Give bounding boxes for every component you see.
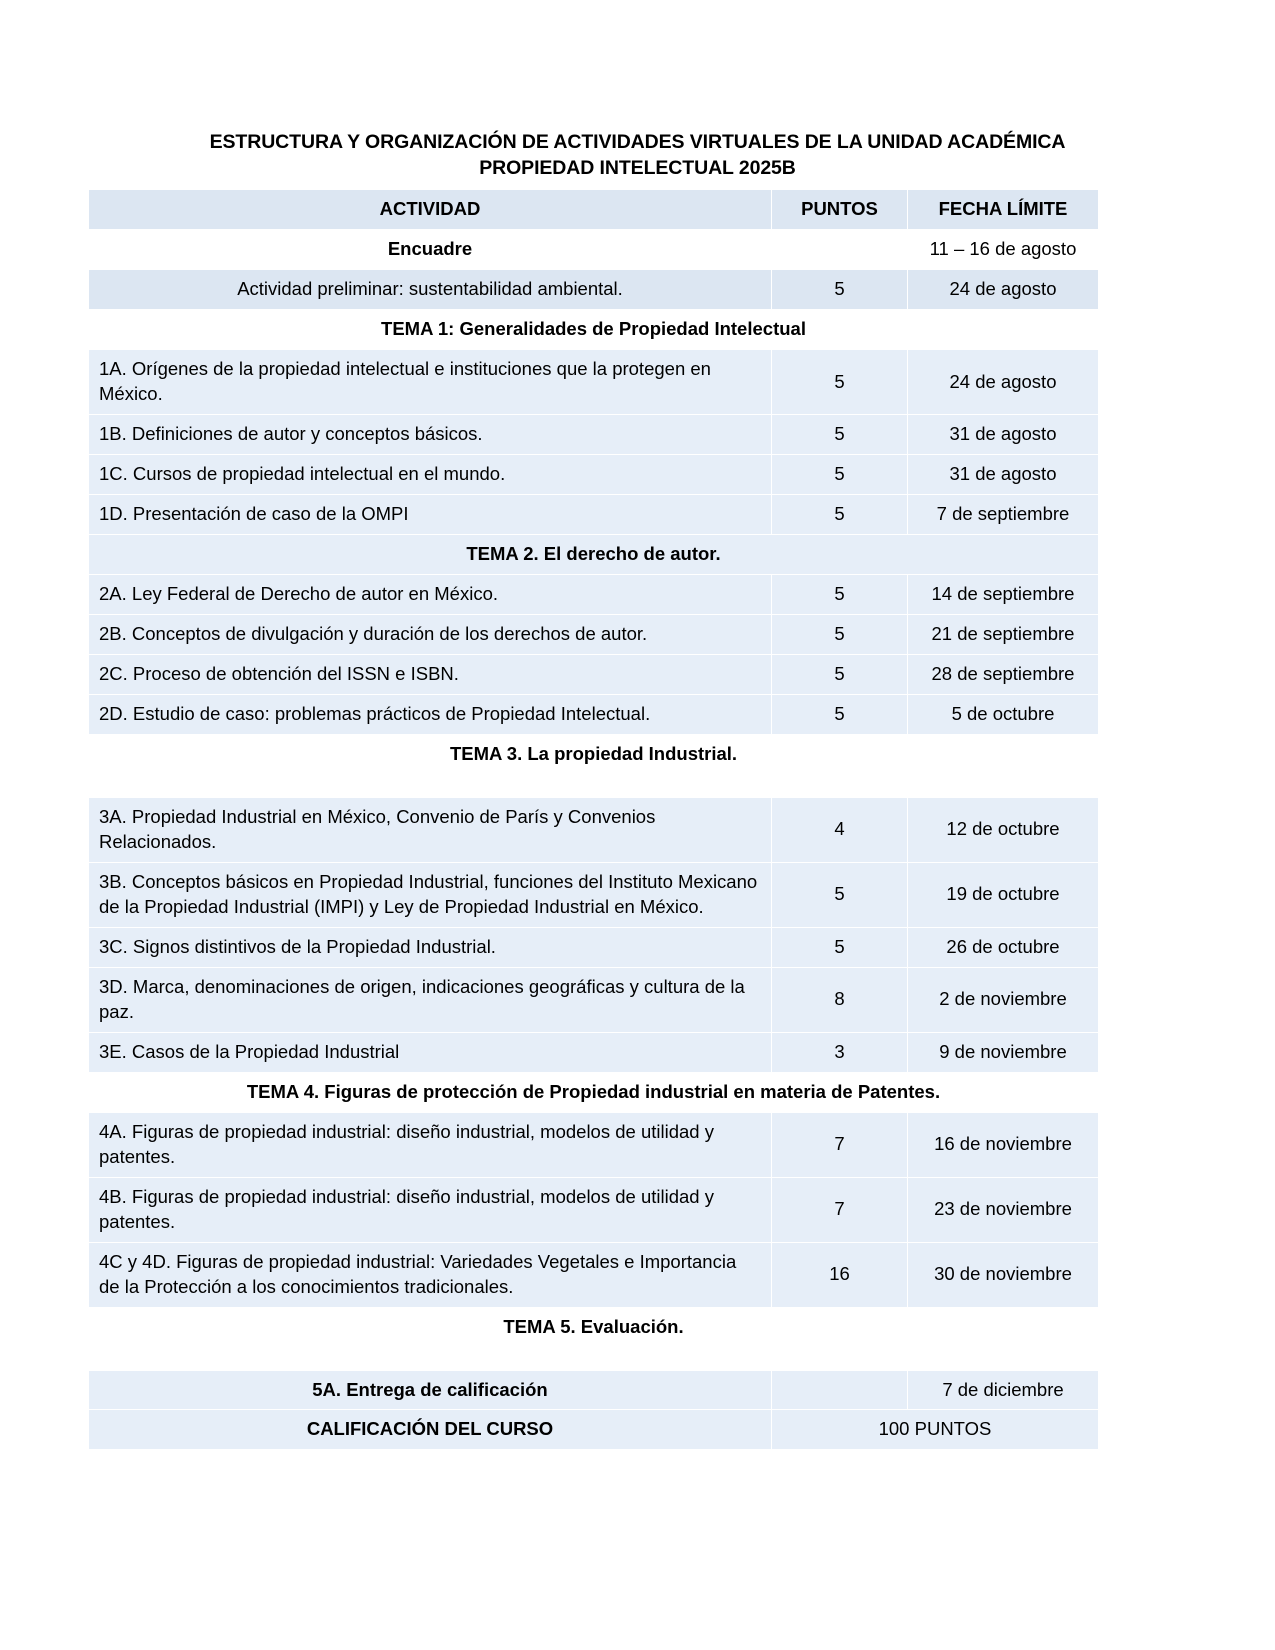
cell-points: 5 [772,495,908,535]
cell-activity: 4B. Figuras de propiedad industrial: diseño industrial, modelos de utilidad y patentes. [89,1177,772,1242]
cell-activity: 1B. Definiciones de autor y conceptos básicos. [89,415,772,455]
section-header-row [89,1072,1099,1112]
section-title-tema-2: TEMA 2. El derecho de autor. [89,535,1099,575]
cell-activity: 3D. Marca, denominaciones de origen, indicaciones geográficas y cultura de la paz. [89,967,772,1032]
column-header-deadline: FECHA LÍMITE [908,190,1099,230]
cell-activity: 5A. Entrega de calificación [89,1370,772,1410]
cell-activity: 2B. Conceptos de divulgación y duración de los derechos de autor. [89,615,772,655]
section-title-tema-4: TEMA 4. Figuras de protección de Propiedad industrial en materia de Patentes. [89,1072,1099,1112]
cell-points: 5 [772,415,908,455]
cell-deadline: 11 – 16 de agosto [908,230,1099,270]
cell-points: 7 [772,1177,908,1242]
cell-points [772,230,908,270]
table-row [89,1112,1099,1177]
section-title-tema-3: TEMA 3. La propiedad Industrial. [89,735,1099,775]
cell-deadline: 5 de octubre [908,695,1099,735]
table-row [89,350,1099,415]
cell-activity: 2C. Proceso de obtención del ISSN e ISBN. [89,655,772,695]
cell-deadline: 30 de noviembre [908,1242,1099,1307]
page-title [88,130,1187,181]
cell-activity: 1C. Cursos de propiedad intelectual en el mundo. [89,455,772,495]
cell-points: 5 [772,270,908,310]
cell-points: 5 [772,455,908,495]
table-row [89,655,1099,695]
cell-activity: 3B. Conceptos básicos en Propiedad Industrial, funciones del Instituto Mexicano de la Propiedad Industrial (IMPI) y Ley de Propiedad Industrial en México. [89,862,772,927]
table-row [89,1370,1099,1410]
cell-deadline: 19 de octubre [908,862,1099,927]
cell-deadline: 28 de septiembre [908,655,1099,695]
cell-deadline: 12 de octubre [908,798,1099,863]
table-row [89,927,1099,967]
table-row [89,615,1099,655]
column-header-activity: ACTIVIDAD [89,190,772,230]
table-row [89,1032,1099,1072]
table-row [89,798,1099,863]
cell-deadline: 2 de noviembre [908,967,1099,1032]
table-row [89,415,1099,455]
cell-activity: Encuadre [89,230,772,270]
table-row [89,1242,1099,1307]
cell-deadline: 24 de agosto [908,350,1099,415]
row-spacer [89,775,1099,798]
cell-points: 5 [772,350,908,415]
cell-activity: 4A. Figuras de propiedad industrial: diseño industrial, modelos de utilidad y patentes. [89,1112,772,1177]
section-header-row [89,310,1099,350]
cell-activity: 2A. Ley Federal de Derecho de autor en México. [89,575,772,615]
cell-points: 5 [772,927,908,967]
cell-activity: 3E. Casos de la Propiedad Industrial [89,1032,772,1072]
table-row [89,695,1099,735]
cell-deadline: 23 de noviembre [908,1177,1099,1242]
section-header-row [89,1307,1099,1347]
table-row [89,967,1099,1032]
page-title-line-2: PROPIEDAD INTELECTUAL 2025B [479,156,796,179]
cell-points: 5 [772,615,908,655]
cell-deadline: 31 de agosto [908,415,1099,455]
cell-points: 7 [772,1112,908,1177]
cell-activity: 2D. Estudio de caso: problemas prácticos de Propiedad Intelectual. [89,695,772,735]
cell-activity: 3A. Propiedad Industrial en México, Convenio de París y Convenios Relacionados. [89,798,772,863]
cell-activity: 4C y 4D. Figuras de propiedad industrial: Variedades Vegetales e Importancia de la Protección a los conocimientos tradicionales. [89,1242,772,1307]
section-title-tema-5: TEMA 5. Evaluación. [89,1307,1099,1347]
activities-table [88,189,1099,1450]
cell-total-points: 100 PUNTOS [772,1410,1099,1450]
cell-points: 5 [772,695,908,735]
cell-deadline: 9 de noviembre [908,1032,1099,1072]
page-title-line-1: ESTRUCTURA Y ORGANIZACIÓN DE ACTIVIDADES VIRTUALES DE LA UNIDAD ACADÉMICA [209,131,1066,153]
cell-points: 5 [772,862,908,927]
cell-points: 8 [772,967,908,1032]
cell-points: 16 [772,1242,908,1307]
table-header-row [89,190,1099,230]
table-row [89,270,1099,310]
table-row [89,230,1099,270]
cell-deadline: 31 de agosto [908,455,1099,495]
cell-deadline: 7 de septiembre [908,495,1099,535]
cell-activity: Actividad preliminar: sustentabilidad ambiental. [89,270,772,310]
row-spacer [89,1347,1099,1370]
cell-activity: 1A. Orígenes de la propiedad intelectual e instituciones que la protegen en México. [89,350,772,415]
table-row [89,455,1099,495]
cell-points: 3 [772,1032,908,1072]
cell-total-label: CALIFICACIÓN DEL CURSO [89,1410,772,1450]
table-row [89,495,1099,535]
cell-deadline: 14 de septiembre [908,575,1099,615]
cell-deadline: 24 de agosto [908,270,1099,310]
cell-deadline: 16 de noviembre [908,1112,1099,1177]
table-row [89,575,1099,615]
table-row [89,862,1099,927]
section-header-row [89,735,1099,775]
cell-activity: 1D. Presentación de caso de la OMPI [89,495,772,535]
cell-deadline: 7 de diciembre [908,1370,1099,1410]
column-header-points: PUNTOS [772,190,908,230]
section-title-tema-1: TEMA 1: Generalidades de Propiedad Intelectual [89,310,1099,350]
cell-points: 5 [772,575,908,615]
section-header-row [89,535,1099,575]
table-row [89,1177,1099,1242]
cell-points [772,1370,908,1410]
cell-points: 5 [772,655,908,695]
table-total-row [89,1410,1099,1450]
cell-points: 4 [772,798,908,863]
cell-activity: 3C. Signos distintivos de la Propiedad Industrial. [89,927,772,967]
cell-deadline: 21 de septiembre [908,615,1099,655]
cell-deadline: 26 de octubre [908,927,1099,967]
